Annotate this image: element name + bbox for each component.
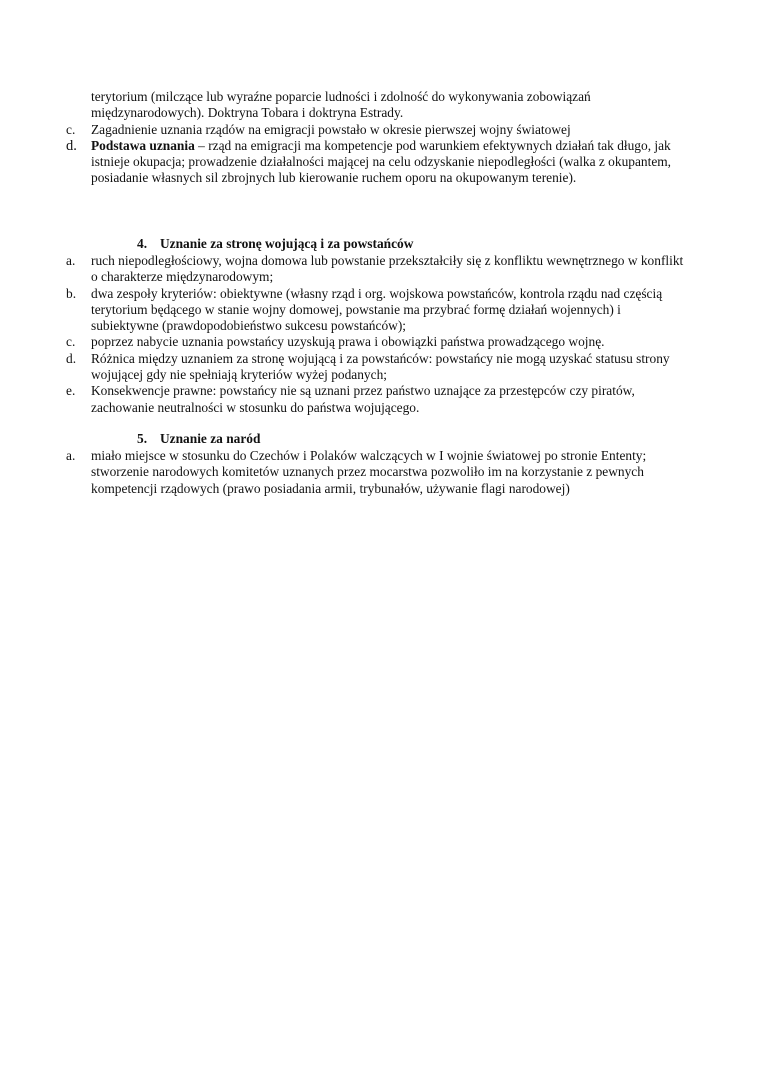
list-item-text: ruch niepodległościowy, wojna domowa lub powstanie przekształciły się z konfliktu wewnętrznego w konflikt o charakterze międzynarodowym; [91, 253, 684, 285]
list-item [66, 448, 686, 497]
section-title: Uznanie za stronę wojującą i za powstańców [160, 236, 414, 251]
list-item [66, 351, 686, 384]
list-marker: a. [66, 253, 76, 268]
continuation-paragraph: terytorium (milczące lub wyraźne poparcie ludności i zdolność do wykonywania zobowiązań międzynarodowych). Doktryna Tobara i doktryna Estrady. [91, 89, 591, 121]
top-section [66, 89, 686, 187]
section-title: Uznanie za naród [160, 431, 261, 446]
list-marker: a. [66, 448, 76, 463]
list-item-text: dwa zespoły kryteriów: obiektywne (własny rząd i org. wojskowa powstańców, kontrola rządu nad częścią terytorium będącego w stanie wojny domowej, powstanie ma przybrać formę działań wojennych) i subiektywne (prawdopodobieństwo sukcesu powstańców); [91, 285, 663, 334]
section-4-list [66, 253, 686, 416]
definition-text: – rząd na emigracji ma kompetencje pod warunkiem efektywnych działań tak długo, jak istnieje okupacja; prowadzenie działalności mającej na celu odzyskanie niepodległości (walka z okupantem, posiadanie własnych sil zbrojnych lub kierowanie ruchem oporu na okupowanym terenie). [91, 137, 672, 186]
bold-term: Podstawa uznania [91, 137, 195, 153]
list-item [66, 334, 686, 350]
section-5-list [66, 448, 686, 497]
list-item [66, 383, 686, 416]
list-marker: d. [66, 137, 77, 154]
list-marker: d. [66, 350, 77, 366]
list-marker: c. [66, 121, 76, 137]
list-marker: e. [66, 383, 76, 399]
section-heading-5 [137, 431, 260, 447]
list-marker: c. [66, 334, 76, 350]
section-heading-4 [137, 236, 413, 252]
section-number: 4. [137, 236, 148, 251]
list-item-text: poprzez nabycie uznania powstańcy uzyskują prawa i obowiązki państwa prowadzącego wojnę. [91, 334, 605, 350]
list-item [66, 286, 686, 335]
list-item [66, 138, 686, 187]
list-item-text: Różnica między uznaniem za stronę wojującą i za powstańców: powstańcy nie mogą uzyskać statusu strony wojującej gdy nie spełniają kryteriów wyżej podanych; [91, 350, 670, 383]
list-item-text: Zagadnienie uznania rządów na emigracji powstało w okresie pierwszej wojny światowej [91, 121, 571, 137]
list-item-text: Konsekwencje prawne: powstańcy nie są uznani przez państwo uznające za przestępców czy piratów, zachowanie neutralności w stosunku do państwa wojującego. [91, 383, 635, 415]
section-number: 5. [137, 431, 148, 446]
list-item [66, 253, 686, 286]
list-item-text [91, 138, 686, 187]
list-item-text: miało miejsce w stosunku do Czechów i Polaków walczących w I wojnie światowej po stronie Ententy; stworzenie narodowych komitetów uznanych przez mocarstwa pozwoliło im na korzystanie z pewnych kompetencji rządowych (prawo posiadania armii, trybunałów, używanie flagi narodowej) [91, 448, 647, 496]
list-marker: b. [66, 285, 77, 301]
list-item [66, 122, 686, 138]
